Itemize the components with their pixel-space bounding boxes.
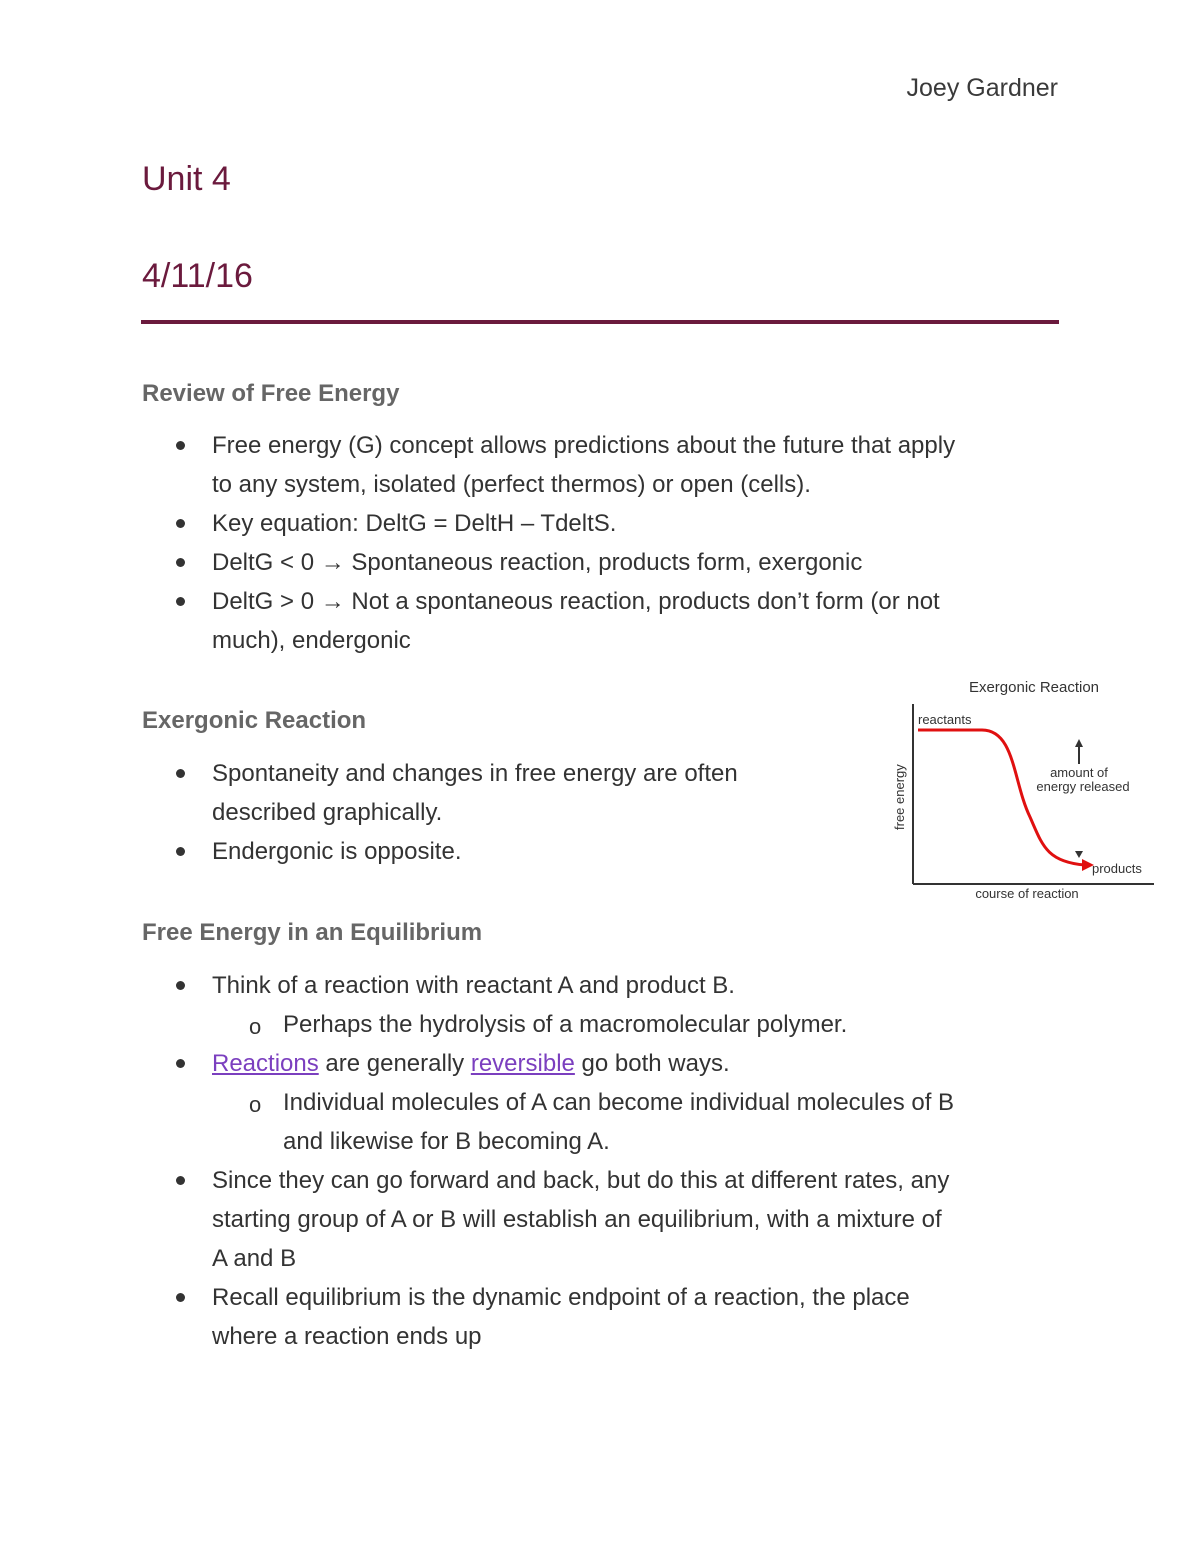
reactants-label: reactants xyxy=(918,712,972,727)
arrow-right-icon: → xyxy=(320,588,345,615)
list-item: Since they can go forward and back, but do this at different rates, any starting group of A or B will establish an equilibrium, with a mixture of A and B xyxy=(0,1161,954,1278)
bullet-icon xyxy=(176,769,185,778)
list-item: o Individual molecules of A can become individual molecules of B and likewise for B becoming A. xyxy=(0,1083,954,1161)
bullet-icon xyxy=(176,1176,185,1185)
exergonic-reaction-list xyxy=(0,754,738,871)
list-item: DeltG < 0 → Spontaneous reaction, products form, exergonic xyxy=(0,543,955,582)
products-label: products xyxy=(1092,861,1142,876)
energy-arrow-down-icon xyxy=(1075,851,1083,858)
bullet-icon xyxy=(176,847,185,856)
sub-bullet-icon: o xyxy=(249,1092,262,1117)
bullet-icon xyxy=(176,1293,185,1302)
list-item: Key equation: DeltG = DeltH – TdeltS. xyxy=(0,504,955,543)
list-item: o Perhaps the hydrolysis of a macromolecular polymer. xyxy=(0,1005,954,1044)
bullet-icon xyxy=(176,1059,185,1068)
arrow-right-icon: → xyxy=(320,549,345,576)
review-free-energy-list xyxy=(0,426,955,660)
bullet-icon xyxy=(176,519,185,528)
title-divider xyxy=(141,320,1059,324)
bullet-icon xyxy=(176,558,185,567)
bullet-icon xyxy=(176,981,185,990)
list-item: Reactions are generally reversible go both ways. xyxy=(0,1044,954,1083)
y-axis-label: free energy xyxy=(892,764,907,830)
energy-arrow-up-icon xyxy=(1075,739,1083,747)
energy-curve xyxy=(918,730,1085,865)
date-title: 4/11/16 xyxy=(142,257,253,295)
list-item: Recall equilibrium is the dynamic endpoint of a reaction, the place where a reaction ends up xyxy=(0,1278,954,1356)
list-item: Think of a reaction with reactant A and product B. xyxy=(0,966,954,1005)
reversible-link[interactable]: reversible xyxy=(470,1050,575,1077)
heading-free-energy-equilibrium: Free Energy in an Equilibrium xyxy=(142,919,483,946)
list-item: Free energy (G) concept allows predictions about the future that apply to any system, isolated (perfect thermos) or open (cells). xyxy=(0,426,955,504)
heading-exergonic-reaction: Exergonic Reaction xyxy=(142,707,367,734)
heading-review-free-energy: Review of Free Energy xyxy=(142,380,400,407)
list-item: DeltG > 0 → Not a spontaneous reaction, products don’t form (or not much), endergonic xyxy=(0,582,955,660)
list-item: Spontaneity and changes in free energy are often described graphically. xyxy=(0,754,738,832)
bullet-icon xyxy=(176,597,185,606)
unit-title: Unit 4 xyxy=(142,160,231,198)
list-item: Endergonic is opposite. xyxy=(0,832,738,871)
sub-bullet-icon: o xyxy=(249,1014,262,1039)
exergonic-reaction-graph xyxy=(870,672,1160,907)
bullet-icon xyxy=(176,441,185,450)
free-energy-equilibrium-list xyxy=(0,966,954,1356)
amount-label-1: amount of xyxy=(1050,765,1108,780)
author-name: Joey Gardner xyxy=(906,74,1058,102)
graph-title: Exergonic Reaction xyxy=(968,679,1100,696)
amount-label-2: energy released xyxy=(1036,779,1130,794)
x-axis-label: course of reaction xyxy=(975,886,1079,901)
reactions-link[interactable]: Reactions xyxy=(212,1050,319,1077)
